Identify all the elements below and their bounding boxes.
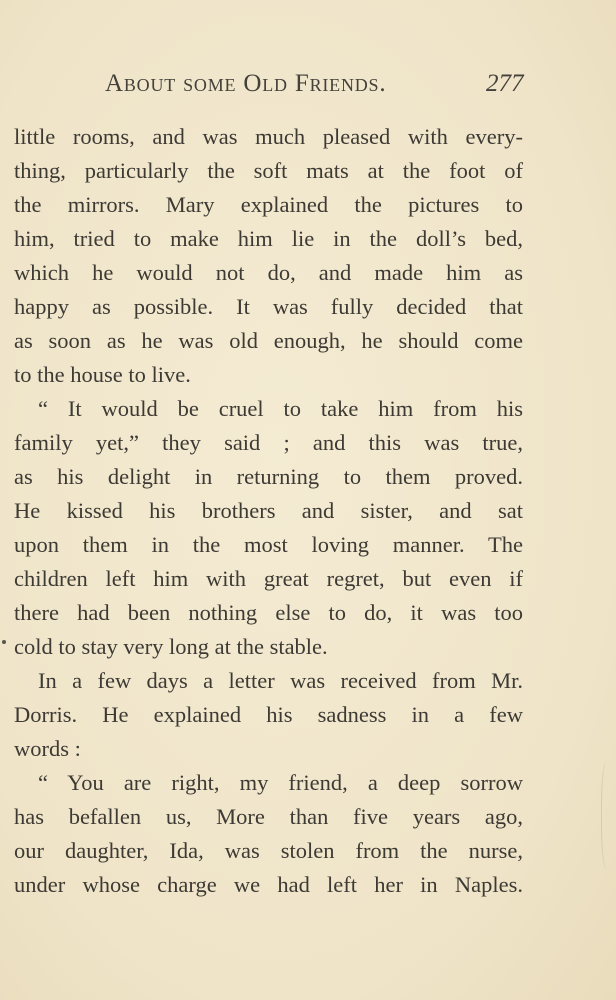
text-line: happy as possible. It was fully decided that xyxy=(14,294,523,319)
text-line: little rooms, and was much pleased with every- xyxy=(14,124,523,149)
text-line: to the house to live. xyxy=(14,362,191,387)
chapter-title: About some Old Friends. xyxy=(105,70,387,97)
text-line: family yet,” they said ; and this was true, xyxy=(14,430,523,455)
text-line: which he would not do, and made him as xyxy=(14,260,523,285)
text-line: In a few days a letter was received from Mr. xyxy=(38,668,523,693)
text-line: words : xyxy=(14,736,81,761)
text-line: Dorris. He explained his sadness in a few xyxy=(14,702,523,727)
text-line: thing, particularly the soft mats at the foot of xyxy=(14,158,523,183)
text-line: “ It would be cruel to take him from his xyxy=(38,396,523,421)
ink-speck xyxy=(2,640,6,644)
text-line: under whose charge we had left her in Naples. xyxy=(14,872,523,897)
text-line: as his delight in returning to them proved. xyxy=(14,464,523,489)
text-line: has befallen us, More than five years ago, xyxy=(14,804,523,829)
body-text xyxy=(14,120,523,902)
text-line: cold to stay very long at the stable. xyxy=(14,634,328,659)
page-edge-shadow xyxy=(601,760,616,870)
text-line: the mirrors. Mary explained the pictures to xyxy=(14,192,523,217)
text-line: “ You are right, my friend, a deep sorrow xyxy=(38,770,523,795)
text-line: He kissed his brothers and sister, and sat xyxy=(14,498,523,523)
text-line: there had been nothing else to do, it was too xyxy=(14,600,523,625)
text-line: upon them in the most loving manner. The xyxy=(14,532,523,557)
text-line: children left him with great regret, but even if xyxy=(14,566,523,591)
text-line: as soon as he was old enough, he should come xyxy=(14,328,523,353)
page-number: 277 xyxy=(486,70,524,97)
running-head xyxy=(0,64,616,104)
text-line: our daughter, Ida, was stolen from the nurse, xyxy=(14,838,523,863)
text-line: him, tried to make him lie in the doll’s bed, xyxy=(14,226,523,251)
